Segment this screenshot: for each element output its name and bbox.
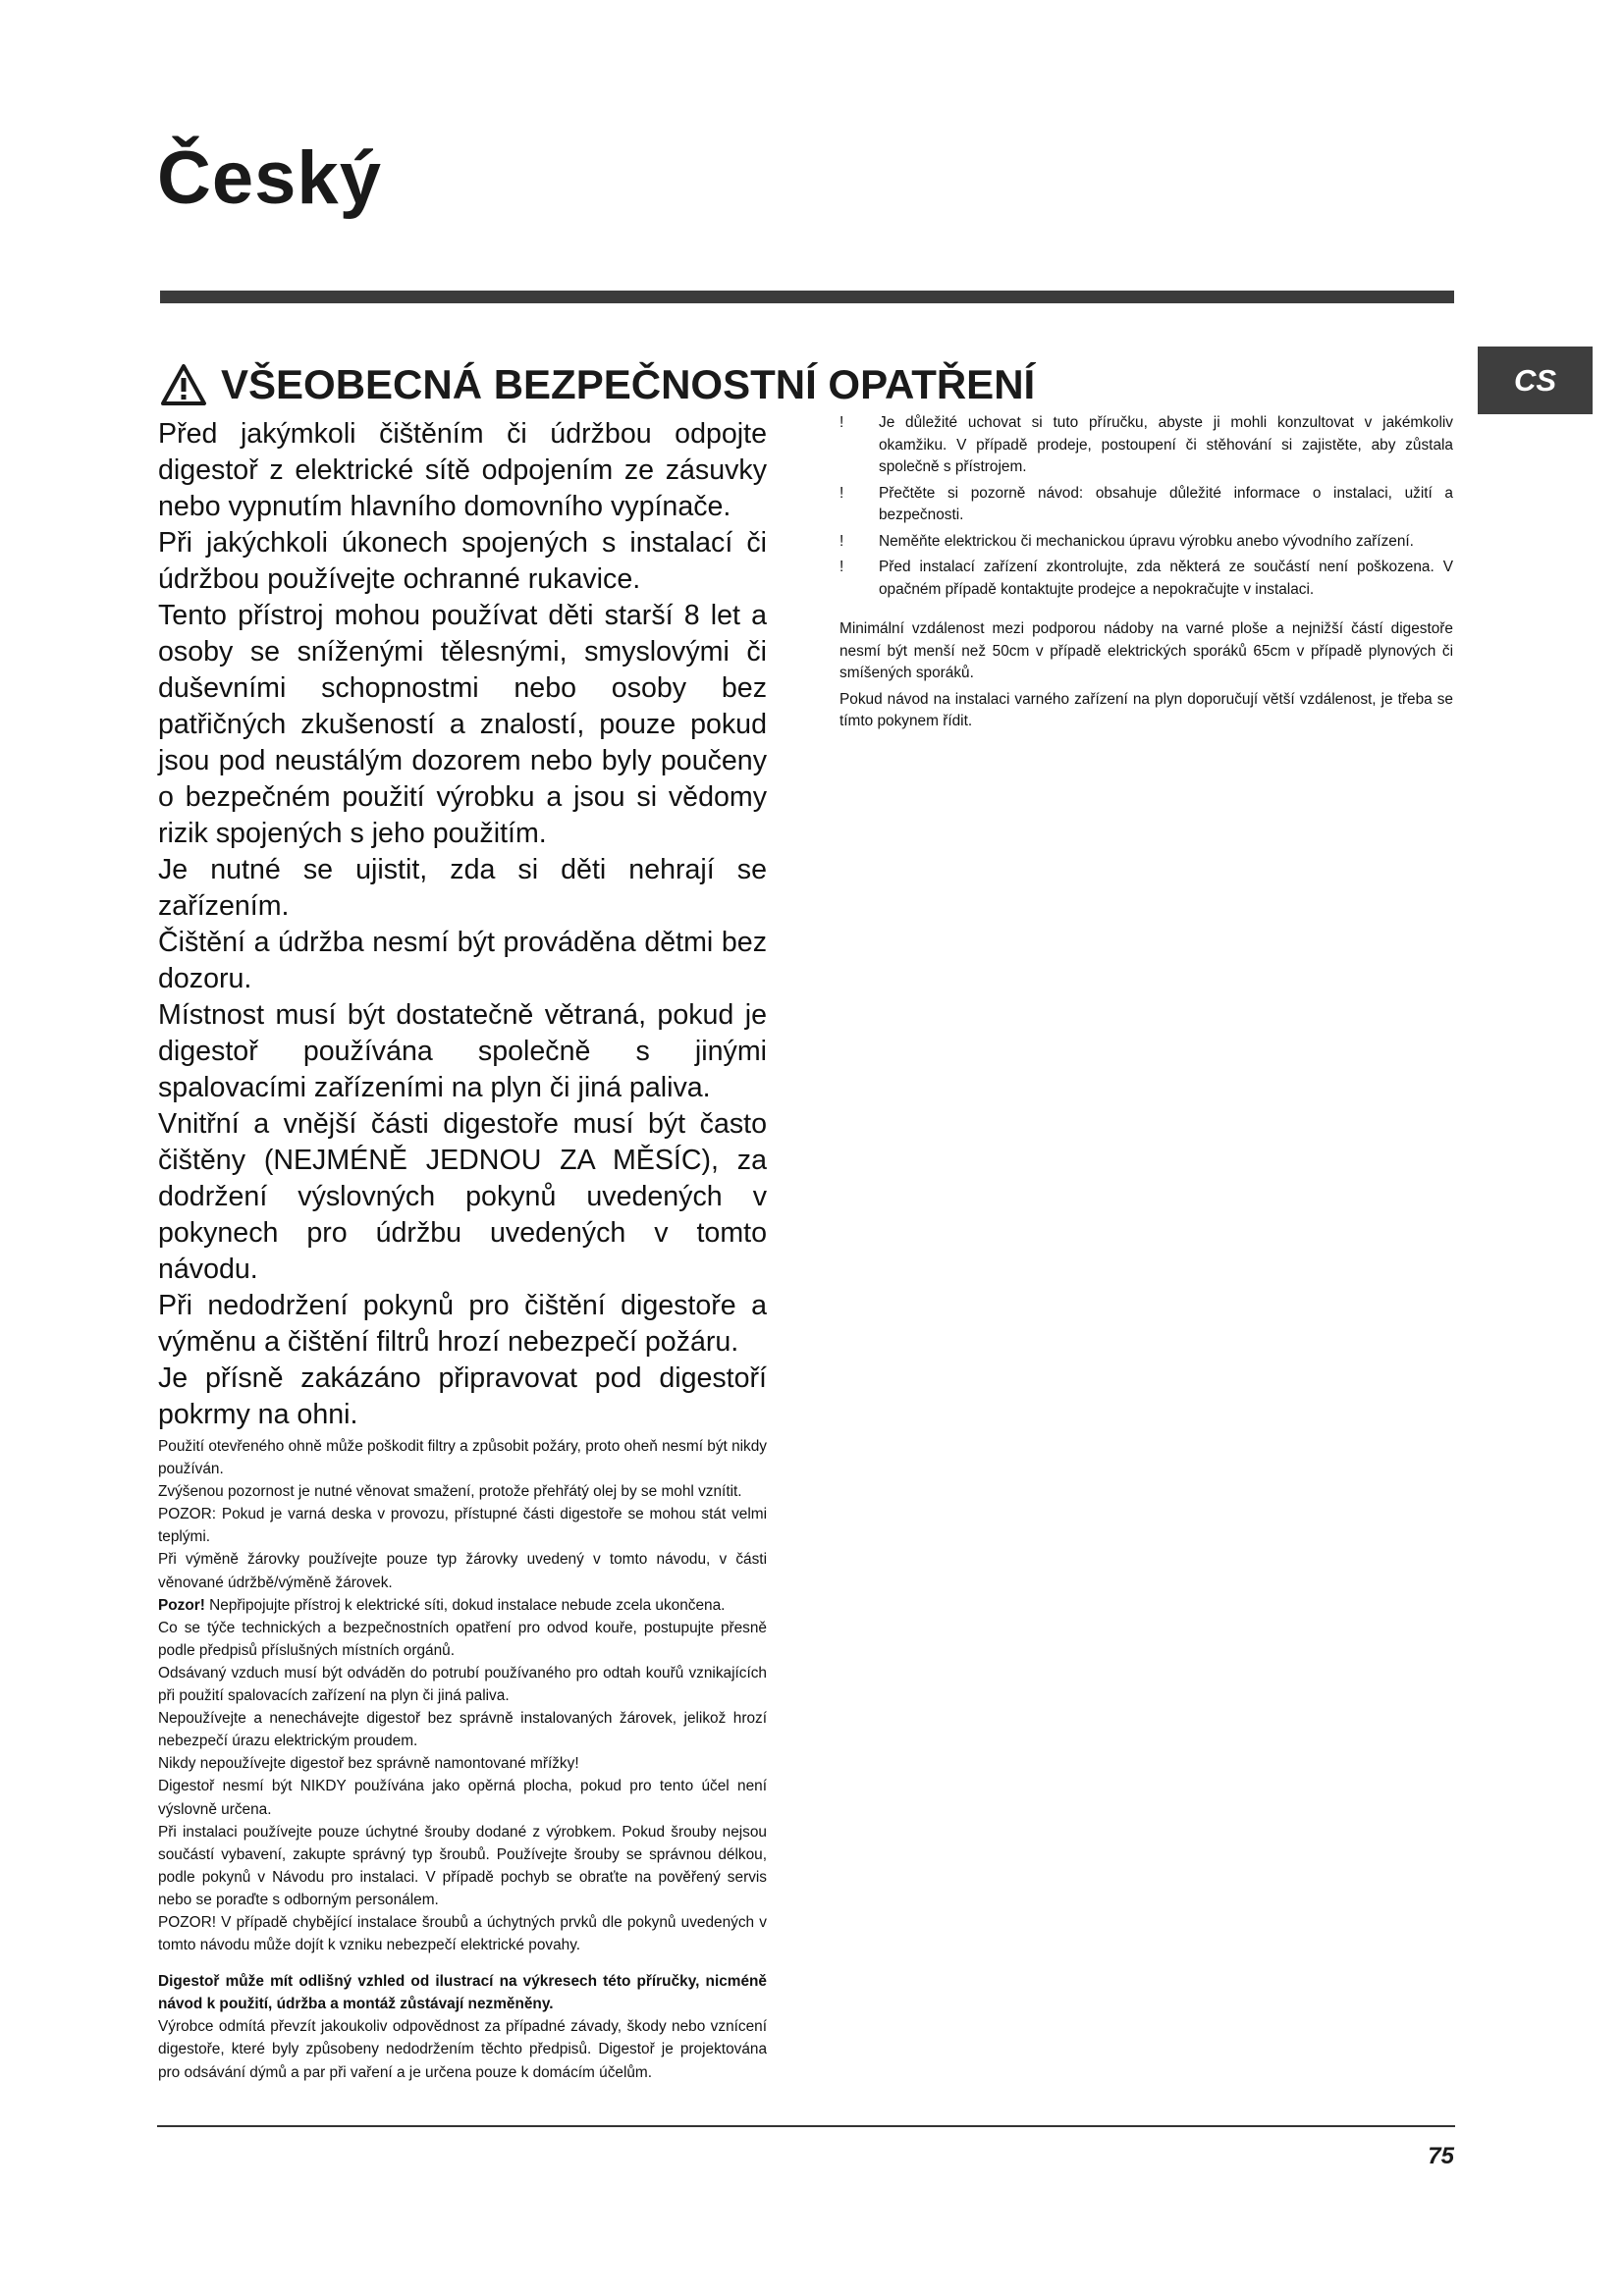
- bullet-text: Před instalací zařízení zkontrolujte, zda některá ze součástí není poškozena. V opačném případě kontaktujte prodejce a nepokračujte v instalaci.: [879, 559, 1453, 598]
- bullet-item: [839, 483, 1453, 527]
- paragraph: Nepoužívejte a nenechávejte digestoř bez správně instalovaných žárovek, jelikož hrozí nebezpečí úrazu elektrickým proudem.: [158, 1710, 767, 1750]
- paragraph: Při jakýchkoli úkonech spojených s instalací či údržbou používejte ochranné rukavice.: [158, 527, 767, 595]
- paragraph: Použití otevřeného ohně může poškodit filtry a způsobit požáry, proto oheň nesmí být nikdy používán.: [158, 1438, 767, 1478]
- pozor-text: Nepřipojujte přístroj k elektrické síti, dokud instalace nebude zcela ukončena.: [204, 1596, 726, 1614]
- paragraph: Odsávaný vzduch musí být odváděn do potrubí používaného pro odtah kouřů vznikajících při použití spalovacích zařízení na plyn či jiná paliva.: [158, 1664, 767, 1705]
- note-text: Výrobce odmítá převzít jakoukoliv odpovědnost za případné závady, škody nebo vznícení digestoře, které byly způsobeny nedodržením těchto předpisů. Digestoř je projektována pro odsávání dýmů a par při vaření a je určena pouze k domácím účelům.: [158, 2018, 767, 2081]
- paragraph: Minimální vzdálenost mezi podporou nádoby na varné ploše a nejnižší částí digestoře nesmí být menší než 50cm v případě elektrických sporáků 65cm v případě plynových či smíšených sporáků.: [839, 620, 1453, 681]
- top-divider: [160, 291, 1454, 303]
- small-text-block: [158, 1435, 767, 1956]
- paragraph: Místnost musí být dostatečně větraná, pokud je digestoř používána společně s jinými spalovacími zařízeními na plyn či jiná paliva.: [158, 999, 767, 1103]
- page-title: Český: [157, 136, 382, 220]
- paragraph: Při výměně žárovky používejte pouze typ žárovky uvedený v tomto návodu, v části věnované údržbě/výměně žárovek.: [158, 1551, 767, 1591]
- bullet-text: Přečtěte si pozorně návod: obsahuje důležité informace o instalaci, užití a bezpečnosti.: [879, 484, 1453, 523]
- paragraph: Co se týče technických a bezpečnostních opatření pro odvod kouře, postupujte přesně podle předpisů příslušných místních orgánů.: [158, 1619, 767, 1659]
- paragraph: Digestoř nesmí být NIKDY používána jako opěrná plocha, pokud pro tento účel není výslovně určena.: [158, 1778, 767, 1818]
- page-number: 75: [1428, 2143, 1454, 2169]
- bullet-item: [839, 531, 1453, 554]
- paragraph: POZOR! V případě chybějící instalace šroubů a úchytných prvků dle pokynů uvedených v tomto návodu může dojít k vzniku nebezpečí elektrické povahy.: [158, 1913, 767, 1954]
- section-heading: [160, 361, 1456, 408]
- left-column: [158, 416, 767, 2084]
- section-heading-text: VŠEOBECNÁ BEZPEČNOSTNÍ OPATŘENÍ: [221, 361, 1036, 407]
- pozor-label: Pozor!: [158, 1596, 205, 1614]
- bullet-text: Neměňte elektrickou či mechanickou úpravu výrobku anebo vývodního zařízení.: [879, 532, 1414, 550]
- paragraph: Při instalaci používejte pouze úchytné šrouby dodané z výrobkem. Pokud šrouby nejsou součástí vybavení, zakupte správný typ šroubů. Používejte šrouby se správnou délkou, podle pokynů v Návodu pro instalaci. V případě pochyb se obraťte na pověřený servis nebo se poraďte s odborným personálem.: [158, 1823, 767, 1908]
- language-tab: CS: [1478, 347, 1593, 414]
- paragraph: Tento přístroj mohou používat děti starší 8 let a osoby se sníženými tělesnými, smyslovými či duševními schopnostmi nebo osoby bez patřičných zkušeností a znalostí, pouze pokud jsou pod neustálým dozorem nebo byly poučeny o bezpečném použití výrobku a jsou si vědomy rizik spojených s jeho použitím.: [158, 600, 767, 849]
- bullet-text: Je důležité uchovat si tuto příručku, abyste ji mohli konzultovat v jakémkoliv okamžiku. V případě prodeje, postoupení či stěhování si zajistěte, aby zůstala společně s přístrojem.: [879, 414, 1453, 475]
- paragraph: Před jakýmkoli čištěním či údržbou odpojte digestoř z elektrické sítě odpojením ze zásuvky nebo vypnutím hlavního domovního vypínače.: [158, 418, 767, 522]
- distance-notes: [839, 618, 1453, 733]
- paragraph: Při nedodržení pokynů pro čištění digestoře a výměnu a čištění filtrů hrozí nebezpečí požáru.: [158, 1290, 767, 1358]
- paragraph: Pokud návod na instalaci varného zařízení na plyn doporučují větší vzdálenost, je třeba se tímto pokynem řídit.: [839, 690, 1453, 729]
- pozor-paragraph: [158, 1594, 767, 1617]
- appearance-note: [158, 1970, 767, 2083]
- bullet-item: [839, 412, 1453, 479]
- exclamation-icon: !: [839, 559, 844, 575]
- large-text-block: [158, 416, 767, 1433]
- paragraph: Čištění a údržba nesmí být prováděna dětmi bez dozoru.: [158, 927, 767, 994]
- exclamation-icon: !: [839, 484, 844, 502]
- paragraph: POZOR: Pokud je varná deska v provozu, přístupné části digestoře se mohou stát velmi teplými.: [158, 1506, 767, 1546]
- warning-triangle-icon: [160, 363, 207, 406]
- paragraph: Je nutné se ujistit, zda si děti nehrají se zařízením.: [158, 854, 767, 922]
- paragraph: Nikdy nepoužívejte digestoř bez správně namontované mřížky!: [158, 1755, 579, 1773]
- exclamation-icon: !: [839, 532, 844, 550]
- paragraph: Je přísně zakázáno připravovat pod digestoří pokrmy na ohni.: [158, 1362, 767, 1430]
- bottom-divider: [157, 2125, 1455, 2127]
- exclamation-icon: !: [839, 414, 844, 431]
- paragraph: Vnitřní a vnější části digestoře musí být často čištěny (NEJMÉNĚ JEDNOU ZA MĚSÍC), za dodržení výslovných pokynů uvedených v pokynech pro údržbu uvedených v tomto návodu.: [158, 1108, 767, 1285]
- right-column: [839, 412, 1453, 737]
- note-bold: Digestoř může mít odlišný vzhled od ilustrací na výkresech této příručky, nicméně návod k použití, údržba a montáž zůstávají nezměněny.: [158, 1973, 767, 2013]
- bullet-item: [839, 557, 1453, 601]
- paragraph: Zvýšenou pozornost je nutné věnovat smažení, protože přehřátý olej by se mohl vznítit.: [158, 1483, 742, 1501]
